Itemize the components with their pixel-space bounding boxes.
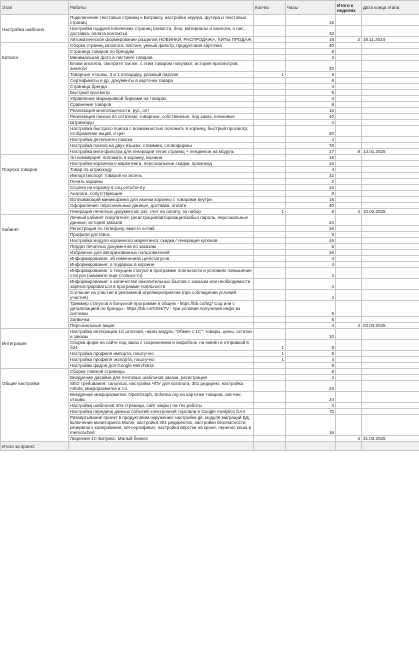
end-date-cell: 13.01.2025 [362, 149, 419, 155]
work-cell: Заявочка [69, 317, 254, 323]
work-cell: Триммер статусов в бонусной программе в общем - https://bb.co/5Q/ Сод или с детализацией по бренды - https://bb.co/G/94/7V - при условии получения инфо из системы [69, 301, 254, 317]
hours-cell: 32 [286, 173, 336, 179]
work-cell: Товар по штрихкоду [69, 167, 254, 173]
hours-cell: 4 [286, 167, 336, 173]
hours-cell: 40 [286, 126, 336, 137]
work-cell: Аналоги, сопутствующие [69, 191, 254, 197]
work-cell: Всплывающий миникорзина для иконки корзины с товарами внутри [69, 197, 254, 203]
hours-cell: 8 [286, 369, 336, 375]
work-cell: Печать корзины [69, 179, 254, 185]
hours-cell: 40 [286, 203, 336, 209]
end-date-cell [362, 340, 419, 351]
hours-cell: 8 [286, 244, 336, 250]
total-weeks-cell: 4 [336, 436, 362, 442]
hours-cell: 8 [286, 340, 336, 351]
work-cell: Регистрация по телефону, вместо e-mail [69, 226, 254, 232]
hours-cell: 24 [286, 215, 336, 226]
work-cell: Сборка главной страницы [69, 369, 254, 375]
work-cell: Настройка корзинного маркетинга, персональные скидки, промокод [69, 161, 254, 167]
total-weeks-cell [336, 15, 362, 26]
total-weeks-cell [336, 392, 362, 403]
total-weeks-cell [336, 381, 362, 392]
work-cell: Личный кабинет покупателя: регистрация/авторизация/забыл пароль, персональные данные, история заказов [69, 215, 254, 226]
end-date-cell: 03.03.2025 [362, 323, 419, 329]
table-row [1, 15, 419, 26]
hours-cell: 16 [286, 226, 336, 232]
work-cell: Автоматическое формирование разделов НОВИНКИ, РАСПРОДАЖА, ХИТЫ ПРОДАЖ [70, 37, 252, 42]
work-cell: Настройка интеграции 1С штатная, через модуль "Обмен с 1С": товары, цены, остатки и заказы [70, 329, 252, 339]
qty-cell: 1 [254, 351, 286, 357]
work-cell: Товарные отзывы, 3 и 1 площадку, разовый парсинг [69, 72, 254, 78]
hours-cell: 8 [286, 191, 336, 197]
hours-cell: 16 [286, 238, 336, 244]
hours-cell: 8 [286, 209, 336, 215]
work-cell: Избранное для авторизованных пользователей [69, 250, 254, 256]
end-date-cell [362, 381, 419, 392]
work-cell: Сборка форм на сайте под заказ с сохранением в инфоблок, на емейл и отправкой в б24 [69, 340, 254, 351]
hours-cell: 8 [286, 49, 336, 55]
stage-cell: Покупка товаров [1, 155, 69, 215]
hours-cell: 16 [286, 155, 336, 161]
hours-cell: 16 [286, 37, 336, 43]
hours-cell: 10 [286, 329, 336, 340]
qty-cell [254, 290, 286, 301]
stage-cell: Интеграция [1, 329, 69, 369]
work-cell: Настройка модуля корзинного маркетинга: скидки / генерация купонов [69, 238, 254, 244]
hours-cell: 4 [286, 279, 336, 290]
end-date-cell [362, 215, 419, 226]
hours-cell: 16 [286, 161, 336, 167]
work-cell: Штрихкоды [69, 120, 254, 126]
stage-cell: Каталог [1, 43, 69, 155]
work-cell: Профили доставок [69, 232, 254, 238]
hours-cell: 40 [286, 43, 336, 49]
end-date-cell [362, 290, 419, 301]
hours-cell: 16 [286, 250, 336, 256]
header-row [1, 1, 419, 15]
header-hours: Часы [286, 1, 336, 15]
work-cell: Управление маркировкой бирками на товарах [69, 96, 254, 102]
total-weeks-cell [336, 268, 362, 279]
end-date-cell [362, 415, 419, 436]
hours-cell: 16 [286, 197, 336, 203]
hours-cell: 17 [286, 149, 336, 155]
total-weeks-cell: 8 [336, 149, 362, 155]
hours-cell: 4 [286, 137, 336, 143]
work-cell: Эл.коммерция: положить в корзину, корзина [69, 155, 254, 161]
hours-cell: 16 [286, 108, 336, 114]
qty-cell [254, 279, 286, 290]
end-date-cell: 31.03.2025 [362, 436, 419, 442]
end-date-cell [362, 15, 419, 26]
qty-cell: 1 [254, 340, 286, 351]
hours-cell: 16 [286, 15, 336, 26]
total-weeks-cell [336, 215, 362, 226]
end-date-cell: 10.02.2025 [362, 209, 419, 215]
hours-cell: 8 [286, 90, 336, 96]
qty-cell [254, 415, 286, 436]
hours-cell: 32 [286, 61, 336, 72]
work-cell: Настройка детального поиска [69, 137, 254, 143]
work-cell: Настройка поддесктопических страниц (новости, блог, материалы и аналоги, о нас, доставка, оплата контакты) [69, 26, 254, 37]
end-date-cell [362, 268, 419, 279]
hours-cell: 32 [286, 26, 336, 37]
hours-cell: 4 [286, 290, 336, 301]
total-weeks-cell: 2 [336, 37, 362, 43]
end-date-cell [362, 301, 419, 317]
work-cell: Подключение текстовых страниц к Битриксу, настройка хедера, футера и текстовых страниц [69, 15, 254, 26]
work-cell: Настройка мега-фильтра для генерации тегов страниц + лендингов на модуль [69, 149, 254, 155]
qty-cell [254, 392, 286, 403]
work-cell: SEO требования: canonical, настройка ЧПУ для каталога, 301 редирект, настройка robots, микроразметка и т.п. [69, 381, 254, 392]
end-date-cell [362, 26, 419, 37]
hours-cell: 2 [286, 55, 336, 61]
hours-cell: 8 [286, 102, 336, 108]
work-cell: Ссылка на корзину в соц.сеть/почту [69, 185, 254, 191]
qty-cell [254, 381, 286, 392]
hours-cell: 8 [286, 317, 336, 323]
work-cell: Блоки апселла, смотрите так же, с этим товаром покупают, история просмотров, аналоги [69, 61, 254, 72]
end-date-cell [362, 126, 419, 137]
work-cell: Внедрение дизайна для почтовых шаблонов заказа, регистрация [69, 375, 254, 381]
total-row [1, 442, 419, 451]
table-row [1, 329, 419, 340]
hours-cell: 4 [286, 96, 336, 102]
work-cell: Страница товаров по брендам [69, 49, 254, 55]
qty-cell: 1 [254, 209, 286, 215]
qty-cell [254, 215, 286, 226]
hours-cell: 4 [286, 323, 336, 329]
work-cell: Согласие на участие в рекламной игре/мероприятии (при соблюдении условий участия) [69, 290, 254, 301]
work-cell: Пердат печатных документов по заказам [69, 244, 254, 250]
work-cell: Настройка передачи данных событий электронной торговли в Google Analytics GA4 [69, 409, 254, 415]
end-date-cell [362, 279, 419, 290]
work-cell: Настройки фидов для Google Merchants [69, 363, 254, 369]
total-weeks-cell: 3 [336, 323, 362, 329]
qty-cell [254, 301, 286, 317]
total-weeks-cell [336, 26, 362, 37]
work-cell: Сравнение товаров [69, 102, 254, 108]
hours-cell: 16 [286, 185, 336, 191]
work-cell: Минимальная фото в листинге товаров [69, 55, 254, 61]
header-stage: Этап [1, 1, 69, 15]
hours-cell: 4 [286, 268, 336, 279]
hours-cell: 4 [286, 256, 336, 262]
work-cell: Информирование: об изменениях цен/статусов [69, 256, 254, 262]
hours-cell: 24 [286, 392, 336, 403]
qty-cell: 1 [254, 72, 286, 78]
qty-cell [254, 15, 286, 26]
qty-cell [254, 26, 286, 37]
end-date-cell: 18.11.2024 [362, 37, 419, 43]
hours-cell: 8 [286, 363, 336, 369]
hours-cell: 16 [286, 415, 336, 436]
work-cell: Информирование: о текущем статусе в программе лояльности и условиях повышения статуса (закажите еще столько-то) [70, 268, 252, 278]
qty-cell [254, 61, 286, 72]
qty-cell [254, 268, 286, 279]
hours-cell: 8 [286, 351, 336, 357]
end-date-cell [362, 329, 419, 340]
total-weeks-cell [336, 329, 362, 340]
work-cell: Персональные акции [69, 323, 254, 329]
total-weeks-cell: 4 [336, 209, 362, 215]
hours-cell: 8 [286, 78, 336, 84]
hours-cell: 4 [286, 357, 336, 363]
qty-cell: 1 [254, 357, 286, 363]
hours-cell: 8 [286, 232, 336, 238]
work-cell: Настройка профиля импорта, поштучно [69, 351, 254, 357]
work-cell: Быстрый просмотр [69, 90, 254, 96]
work-cell: Настройка профиля экспорта, поштучно [69, 357, 254, 363]
stage-cell: Настройка шаблона [1, 15, 69, 43]
table-row [1, 215, 419, 226]
hours-cell: 78 [286, 143, 336, 149]
total-weeks-cell [336, 340, 362, 351]
hours-cell: 2 [286, 179, 336, 185]
header-qty: Кол-во [254, 1, 286, 15]
total-weeks-cell [336, 290, 362, 301]
work-cell: Страница бренда [69, 84, 254, 90]
hours-cell: 4 [286, 120, 336, 126]
total-weeks-cell [336, 301, 362, 317]
work-cell: Внедрение микроразметки: OpenGraph, Schema.org на карточке товаров, листинг, отзывы [69, 392, 254, 403]
work-cell: Лицензия 1С-Битрикс: Малый бизнес [69, 436, 254, 442]
work-cell: Информирование: о количестве накопительных баллов с заказом или необходимости зарегистрироваться в программе лояльности [69, 279, 254, 290]
work-cell: Оформление: персональные данные, доставка, оплата [69, 203, 254, 209]
hours-cell: 4 [286, 262, 336, 268]
qty-cell [254, 329, 286, 340]
total-label: Итого за проект [1, 442, 69, 451]
work-cell: Развертывание проект в продуктовом окружении: настройка git, модуля миграций БД, включение мониторинга Munin, настройка 301 редиректов, настройки безопасности, резервного копирования, sel-сертификат, настройка вёрстки на кроне, перенос кеша в memcached [69, 415, 254, 436]
stage-cell: Общие настройки [1, 369, 69, 442]
work-cell: Информирование: о подарках в корзине [69, 262, 254, 268]
work-cell: Реализация многоязычности, рус, опт [69, 108, 254, 114]
hours-cell: 4 [286, 375, 336, 381]
header-total-weeks: Итого к неделях [336, 1, 362, 15]
work-cell: Импорт/экспорт товаров из эксель [69, 173, 254, 179]
total-weeks-cell [336, 279, 362, 290]
hours-cell: 4 [286, 403, 336, 409]
header-work: Работы [69, 1, 254, 15]
hours-cell: 4 [286, 84, 336, 90]
work-cell: Настройка быстрого поиска с возможностью положить в корзину, быстрый просмотр, отображение акций, и цен [69, 126, 254, 137]
total-weeks-cell [336, 61, 362, 72]
hours-cell: 8 [286, 72, 336, 78]
stage-cell: Кабинет [1, 215, 69, 329]
end-date-cell [362, 61, 419, 72]
table-body [1, 15, 419, 442]
hours-cell: 8 [286, 301, 336, 317]
hours-cell: 70 [286, 409, 336, 415]
work-cell: Настройка шаблонов 404 страница, сайт закрыт на тех.работы [69, 403, 254, 409]
end-date-cell [362, 392, 419, 403]
work-cell: Генерация печатных документов: акт, счет на оплату, за набор [69, 209, 254, 215]
total-weeks-cell [336, 415, 362, 436]
qty-cell [254, 126, 286, 137]
work-cell: Настройка поиска на двух языках: стемминг, словоформы [69, 143, 254, 149]
hours-cell: 40 [286, 114, 336, 120]
work-cell: Сертификаты и др. документы в карточке товара [69, 78, 254, 84]
header-end-date: Дата конца этапа [362, 1, 419, 15]
work-cell: Реализация поиска по остаткам: товарные, собственные, под заказ, плановые [69, 114, 254, 120]
work-cell: Сборка страниц каталога, листинг, умный фильтр, продуктовая карточка [69, 43, 254, 49]
hours-cell: 24 [286, 381, 336, 392]
total-weeks-cell [336, 126, 362, 137]
